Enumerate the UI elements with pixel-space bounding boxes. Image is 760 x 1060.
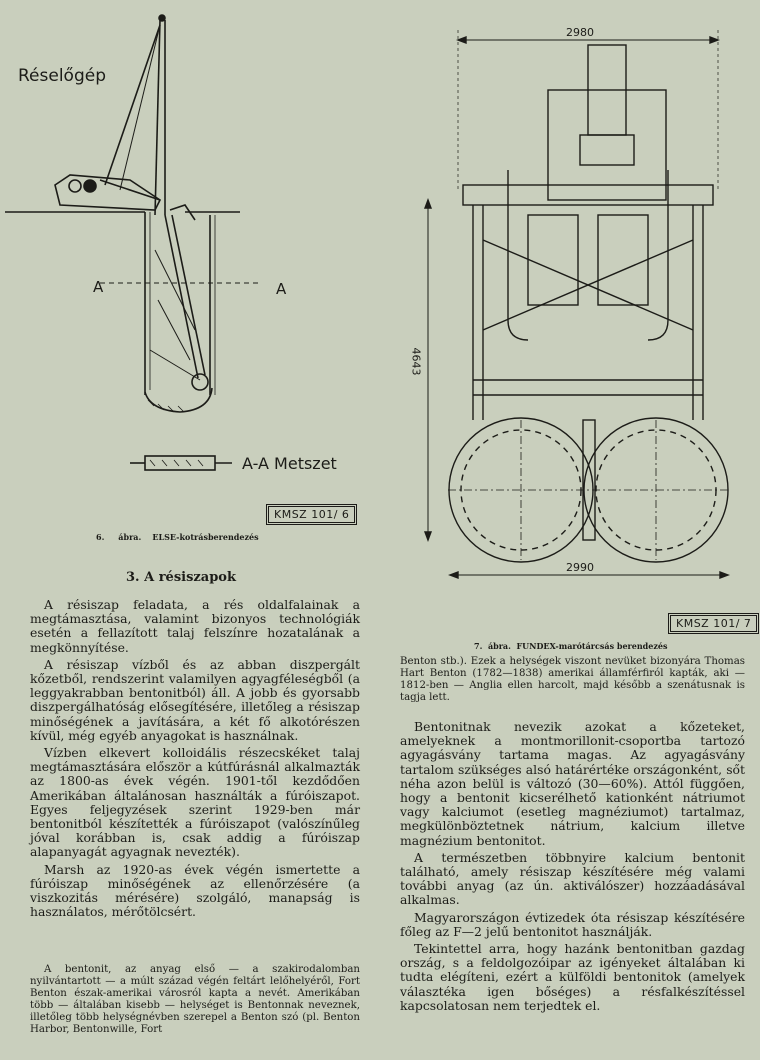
left-footnote-text: A bentonit, az anyag első — a szakirodalomban nyilvántartott — a múlt század végén feltárt lelőhelyéről, Fort Benton észak-amerikai városról kapta a nevét. Amerikában több — általában kisebb — helységet is Bentonnak neveznek, illetőleg több helységnévben szerepel a Benton szó (pl. Benton Harbor, Bentonwille, Fort bbox=[30, 964, 360, 1035]
figure-6-caption bbox=[96, 532, 259, 542]
left-paragraph-2: A résiszap vízből és az abban diszpergált kőzetből, rendszerint valamilyen agyagféleségből (a leggyakrabban bentonitból) áll. A jobb és gyorsabb diszpergálhatóság elősegítésére, illetőleg a résiszap minőségének a javítására, a két fő alkotórészen kívül, még egyéb anyagokat is használnak. bbox=[30, 656, 360, 743]
figure-6 bbox=[0, 0, 380, 545]
figure-6-caption-abra: ábra. bbox=[118, 532, 142, 542]
left-paragraph-1: A résiszap feladata, a rés oldalfalainak a megtámasztása, valamint bizonyos technológiák esetén a fellazított talaj felszínre hozatalának a megkönnyítése. bbox=[30, 597, 360, 655]
figure-7-dim-top: 2980 bbox=[566, 26, 594, 39]
left-footnote bbox=[30, 964, 360, 1039]
figure-6-machine-label: Réselőgép bbox=[18, 66, 106, 86]
figure-7-caption-num: 7. bbox=[474, 641, 483, 651]
figure-7-caption-abra: ábra. bbox=[487, 641, 511, 651]
right-footnote-text: Benton stb.). Ezek a helységek viszont nevüket bizonyára Thomas Hart Benton (1782—1838) amerikai államférfiról kapták, aki — 1812-ben — Anglia ellen harcolt, majd később a szenátusnak is tagja lett. bbox=[400, 656, 745, 703]
figure-6-a-right-label: A bbox=[276, 280, 287, 298]
right-footnote bbox=[400, 656, 745, 707]
figure-7-caption-text: FUNDEX-marótárcsás berendezés bbox=[516, 641, 668, 651]
figure-7-dim-side: 4643 bbox=[409, 347, 423, 376]
figure-6-drawing bbox=[0, 0, 380, 500]
figure-7 bbox=[388, 0, 760, 660]
figure-7-caption bbox=[474, 641, 668, 651]
right-paragraph-4: Tekintettel arra, hogy hazánk bentonitban gazdag ország, s a feldolgozóipar az igényeket általában ki tudta elégíteni, ezért a külföldi bentonitok (amelyek választéka igen bőséges) a résfalkészítéssel kapcsolatosan nem terjedtek el. bbox=[400, 941, 745, 1013]
left-paragraph-4: Marsh az 1920-as évek végén ismertette a fúróiszap minőségének az ellenőrzésére (a viszkozitás mérésére) szolgáló, manapság is használatos, mérőtölcsért. bbox=[30, 861, 360, 920]
right-paragraph-1: Bentonitnak nevezik azokat a kőzeteket, amelyeknek a montmorillonit-csoportba tartozó agyagásvány tartama magas. Az agyagásvány tartalom szükséges alsó határértéke országonként, sőt néha azon belül is változó (30—60%). Attól függően, hogy a bentonit kicserélhető kationként nátriumot vagy kalciumot (esetleg magnéziumot) tartalmaz, megkülönböztetnek nátrium, kalcium illetve magnézium bentonitot. bbox=[400, 719, 745, 848]
figure-6-caption-num: 6. bbox=[96, 532, 105, 542]
figure-7-dim-bottom: 2990 bbox=[566, 561, 594, 574]
figure-6-caption-text: ELSE-kotrásberendezés bbox=[152, 532, 259, 542]
figure-7-drawing bbox=[388, 0, 760, 600]
left-column bbox=[30, 598, 360, 922]
right-column bbox=[400, 720, 745, 1016]
section-heading: 3. A résiszapok bbox=[126, 570, 236, 585]
left-paragraph-3: Vízben elkevert kolloidális részecskéket talaj megtámasztására először a kútfúrásnál alkalmazták az 1800-as évek végén. 1901-től kezdődően Amerikában általánosan használták a fúróiszapot. Egyes feljegyzések szerint 1929-ben már bentonitból készítették a fúróiszapot (valószínűleg jóval korábban is, csak addig a fúróiszap alapanyagát agyagnak nevezték). bbox=[30, 745, 360, 860]
figure-6-code: KMSZ 101/ 6 bbox=[268, 506, 355, 523]
figure-6-section-label: A-A Metszet bbox=[242, 454, 337, 473]
figure-7-code: KMSZ 101/ 7 bbox=[670, 615, 757, 632]
figure-6-a-left-label: A bbox=[93, 278, 104, 296]
right-paragraph-2: A természetben többnyire kalcium bentonit található, amely résiszap készítésére még valami további anyag (az ún. aktiválószer) hozzáadásával alkalmas. bbox=[400, 849, 745, 908]
right-paragraph-3: Magyarországon évtizedek óta résiszap készítésére főleg az F—2 jelű bentonitot használják. bbox=[400, 909, 745, 939]
